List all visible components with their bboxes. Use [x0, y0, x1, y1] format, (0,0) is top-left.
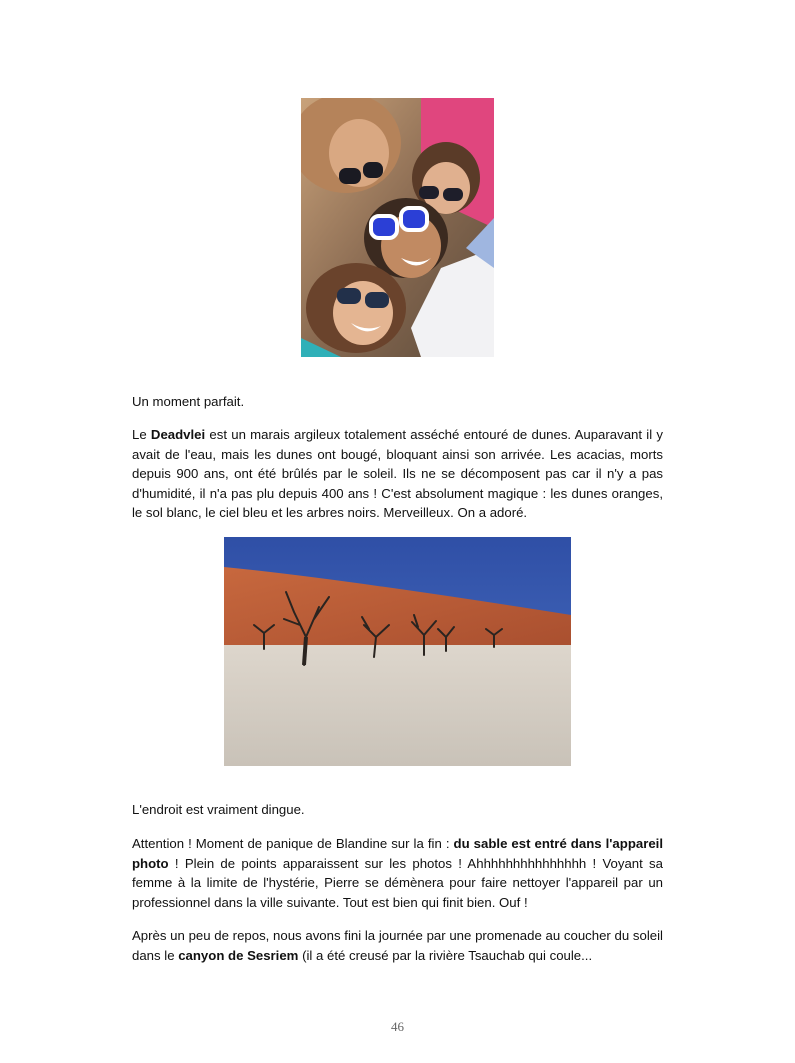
selfie-photo	[301, 98, 494, 357]
paragraph-text: Attention ! Moment de panique de Blandine sur la fin :	[132, 836, 454, 851]
place-name-bold: canyon de Sesriem	[178, 947, 299, 963]
body-paragraph	[132, 425, 663, 523]
body-paragraph	[132, 926, 663, 965]
deadvlei-landscape-photo	[224, 537, 571, 766]
paragraph-text: Le	[132, 427, 151, 442]
page-number: 46	[391, 1019, 404, 1034]
paragraph-text: Après un peu de repos, nous avons fini la journée par une promenade au coucher du soleil dans le	[132, 928, 663, 963]
highlight-bold: du sable est entré dans l'appareil photo	[132, 836, 663, 871]
paragraph-text: (il a été creusé par la rivière Tsauchab qui coule...	[298, 947, 593, 963]
paragraph-text: ! Plein de points apparaissent sur les photos ! Ahhhhhhhhhhhhhhh ! Voyant sa femme à la limite de l'hystérie, Pierre se démènera pour faire nettoyer l'appareil par un professionnel dans la ville suivante. Tout est bien qui finit bien. Ouf !	[132, 855, 663, 910]
photo-caption: L'endroit est vraiment dingue.	[132, 802, 305, 817]
body-paragraph	[132, 834, 663, 912]
photo-caption: Un moment parfait.	[132, 394, 245, 409]
paragraph-text: est un marais argileux totalement asséché entouré de dunes. Auparavant il y avait de l'eau, mais les dunes ont bougé, bloquant ainsi son arrivée. Les acacias, morts depuis 900 ans, ont été brûlés par le soleil. Ils ne se décomposent pas car il n'y a pas d'humidité, il n'a pas plu depuis 400 ans ! C'est absolument magique : les dunes oranges, le sol blanc, le ciel bleu et les arbres noirs. Merveilleux. On a adoré.	[132, 427, 663, 521]
place-name-bold: Deadvlei	[150, 427, 206, 442]
